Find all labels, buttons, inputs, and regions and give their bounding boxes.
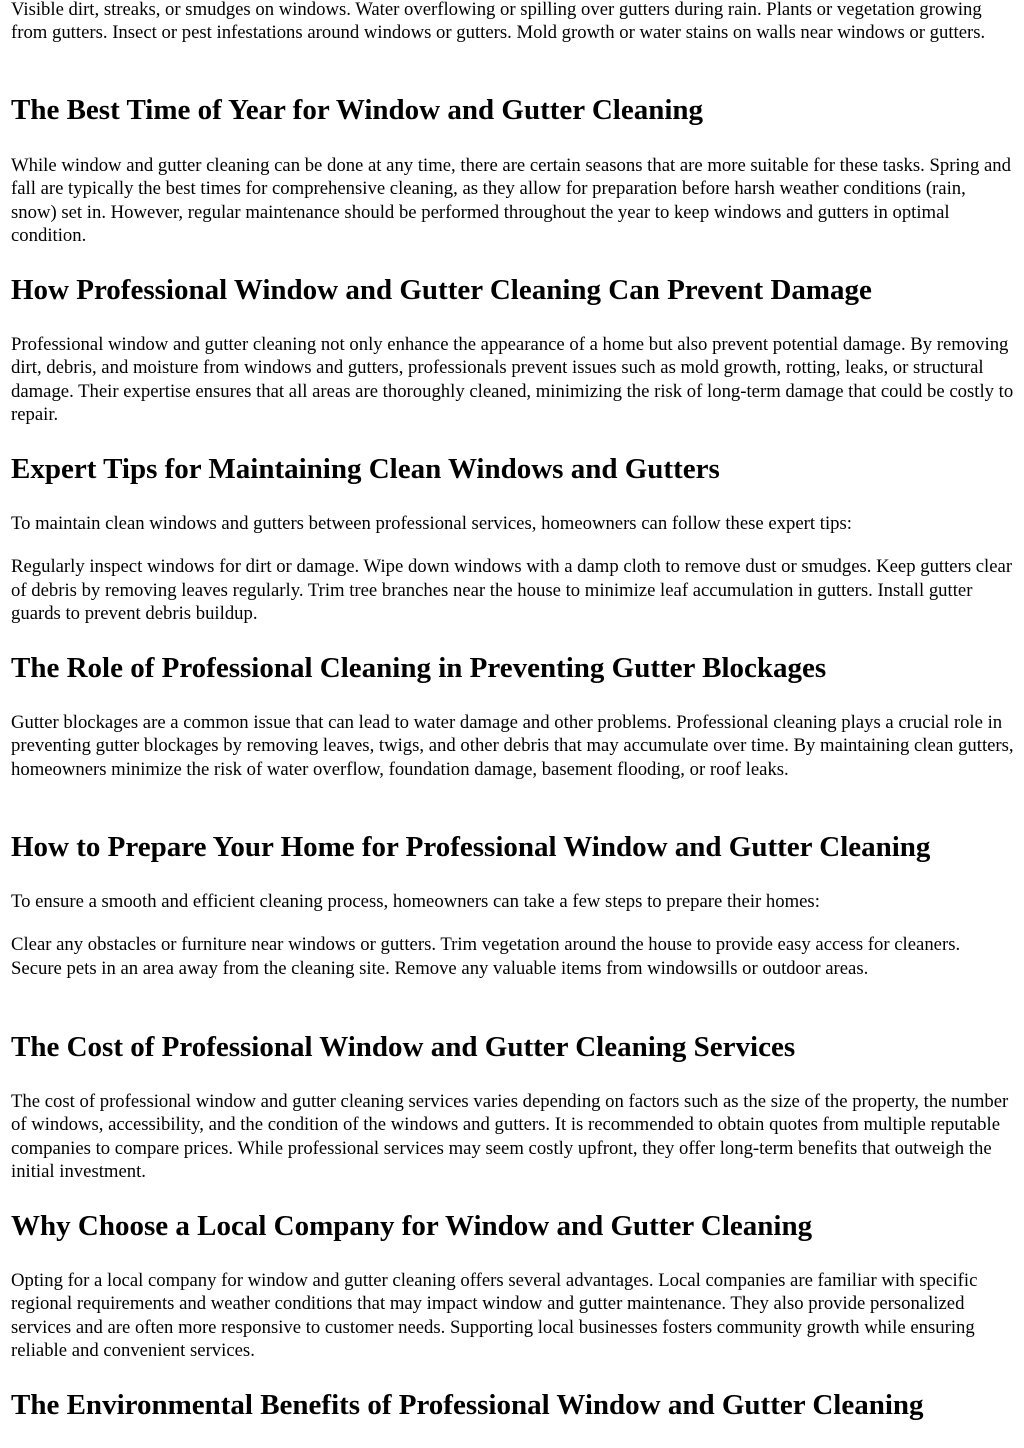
section-prepare-home — [11, 830, 1014, 980]
section-prevent-damage — [11, 273, 1014, 427]
intro-paragraph: Visible dirt, streaks, or smudges on windows. Water overflowing or spilling over gutters during rain. Plants or vegetation growing from gutters. Insect or pest infestations around windows or gutters. Mold growth or water stains on walls near windows or gutters. — [11, 0, 986, 44]
section-expert-tips — [11, 452, 1014, 626]
section-local-company — [11, 1209, 1014, 1363]
section-paragraph: To maintain clean windows and gutters between professional services, homeowners can follow these expert tips: — [11, 513, 852, 534]
section-paragraph: Regularly inspect windows for dirt or damage. Wipe down windows with a damp cloth to remove dust or smudges. Keep gutters clear of debris by removing leaves regularly. Trim tree branches near the house to minimize leaf accumulation in gutters. Install gutter guards to prevent debris buildup. — [11, 556, 1013, 625]
section-paragraph: The cost of professional window and gutter cleaning services varies depending on factors such as the size of the property, the number of windows, accessibility, and the condition of the windows and gutters. It is recommended to obtain quotes from multiple reputable companies to compare prices. While professional services may seem costly upfront, they offer long-term benefits that outweigh the initial investment. — [11, 1091, 1009, 1183]
section-heading: How Professional Window and Gutter Cleaning Can Prevent Damage — [11, 274, 872, 306]
section-paragraph: While window and gutter cleaning can be done at any time, there are certain seasons that are more suitable for these tasks. Spring and fall are typically the best times for comprehensive cleaning, as they allow for preparation before harsh weather conditions (rain, snow) set in. However, regular maintenance should be performed throughout the year to keep windows and gutters in optimal condition. — [11, 155, 1011, 247]
section-environmental-benefits — [11, 1388, 1014, 1422]
section-paragraph: Professional window and gutter cleaning not only enhance the appearance of a home but also prevent potential damage. By removing dirt, debris, and moisture from windows and gutters, professionals prevent issues such as mold growth, rotting, leaks, or structural damage. Their expertise ensures that all areas are thoroughly cleaned, minimizing the risk of long-term damage that could be costly to repair. — [11, 334, 1014, 426]
section-paragraph: Clear any obstacles or furniture near windows or gutters. Trim vegetation around the house to provide easy access for cleaners. Secure pets in an area away from the cleaning site. Remove any valuable items from windowsills or outdoor areas. — [11, 934, 961, 979]
section-cost — [11, 1030, 1014, 1184]
section-paragraph: Opting for a local company for window and gutter cleaning offers several advantages. Local companies are familiar with specific regional requirements and weather conditions that may impact window and gutter maintenance. They also provide personalized services and are often more responsive to customer needs. Supporting local businesses fosters community growth while ensuring reliable and convenient services. — [11, 1270, 978, 1362]
section-best-time — [11, 93, 1014, 248]
section-heading: The Environmental Benefits of Professional Window and Gutter Cleaning — [11, 1389, 924, 1421]
section-heading: How to Prepare Your Home for Professional Window and Gutter Cleaning — [11, 831, 931, 863]
section-paragraph: Gutter blockages are a common issue that can lead to water damage and other problems. Professional cleaning plays a crucial role in preventing gutter blockages by removing leaves, twigs, and other debris that may accumulate over time. By maintaining clean gutters, homeowners minimize the risk of water overflow, foundation damage, basement flooding, or roof leaks. — [11, 712, 1014, 780]
section-heading: The Cost of Professional Window and Gutter Cleaning Services — [11, 1031, 796, 1063]
section-heading: Expert Tips for Maintaining Clean Windows and Gutters — [11, 453, 720, 485]
section-heading: Why Choose a Local Company for Window and Gutter Cleaning — [11, 1210, 813, 1242]
section-paragraph: To ensure a smooth and efficient cleaning process, homeowners can take a few steps to prepare their homes: — [11, 891, 820, 912]
section-heading: The Best Time of Year for Window and Gutter Cleaning — [11, 94, 704, 126]
section-gutter-blockages — [11, 651, 1014, 781]
section-heading: The Role of Professional Cleaning in Preventing Gutter Blockages — [11, 652, 827, 684]
